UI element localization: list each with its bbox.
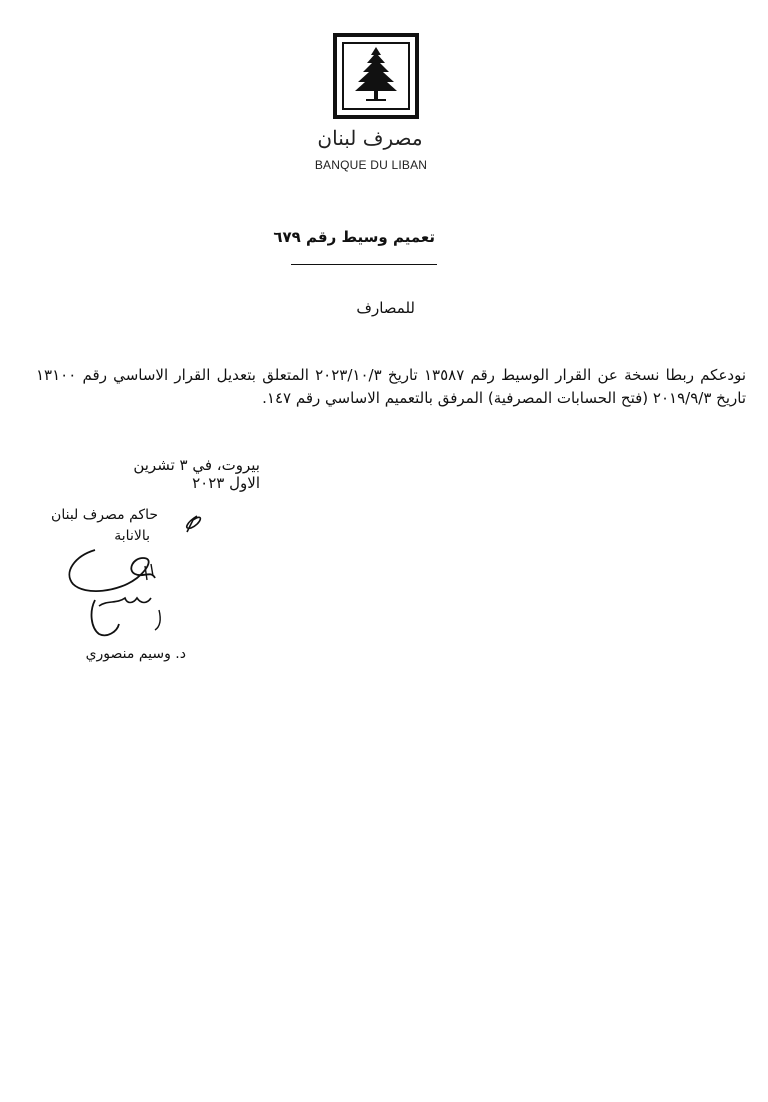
signatory-proxy: بالانابة xyxy=(114,528,150,544)
title-underline xyxy=(291,264,437,265)
date-line: بيروت، في ٣ تشرين الاول ٢٠٢٣ xyxy=(133,456,260,492)
signatory-name: د. وسيم منصوري xyxy=(85,646,186,662)
circular-title: تعميم وسيط رقم ٦٧٩ xyxy=(273,228,435,246)
bank-name-french: BANQUE DU LIBAN xyxy=(314,158,428,172)
addressee: للمصارف xyxy=(356,299,415,317)
bank-name-arabic: مصرف لبنان xyxy=(317,126,423,150)
signatory-title: حاكم مصرف لبنان xyxy=(51,507,158,523)
cedar-tree-icon xyxy=(333,33,419,119)
handwritten-signature xyxy=(55,500,225,650)
body-paragraph: نودعكم ربطا نسخة عن القرار الوسيط رقم ١٣٥٨٧ تاريخ ٢٠٢٣/١٠/٣ المتعلق بتعديل القرار الاساسي رقم ١٣١٠٠ تاريخ ٢٠١٩/٩/٣ (فتح الحسابات المصرفية) المرفق بالتعميم الاساسي رقم ١٤٧. xyxy=(36,366,746,407)
